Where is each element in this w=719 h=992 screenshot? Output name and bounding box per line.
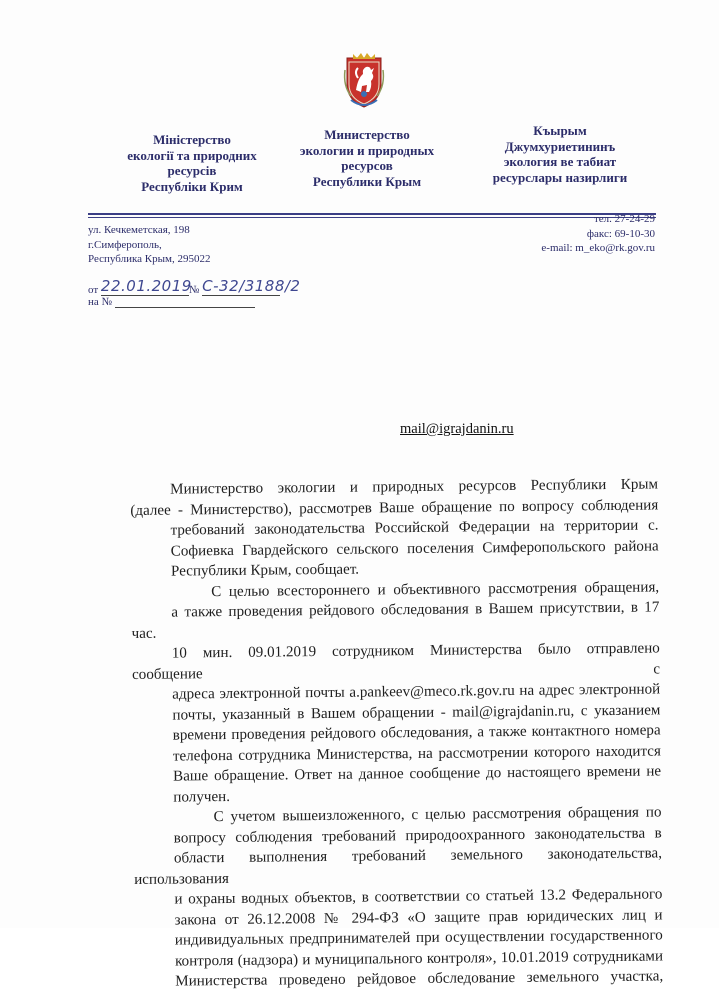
- ministry-ua-line: Республіки Крим: [141, 178, 243, 194]
- body-line: Ваше обращение. Ответ на данное сообщение до настоящего времени не: [173, 763, 662, 785]
- body-line: получен.: [173, 788, 231, 806]
- ministry-ua-line: екології та природних: [127, 147, 257, 163]
- outgoing-reference: [88, 277, 301, 296]
- body-line: (далее - Министерство), рассмотрев Ваше обращение по вопросу соблюдения: [130, 496, 659, 519]
- body-line: а также проведения рейдового обследования в Вашем присутствии, в 17 час.: [131, 599, 660, 642]
- body-line: Министерство экологии и природных ресурсов Республики Крым: [170, 476, 659, 498]
- body-line: Софиевка Гвардейского сельского поселения Симферопольского района: [170, 537, 659, 560]
- body-line: телефона сотрудника Министерства, на рассмотрении которого находится: [172, 742, 661, 765]
- ministry-ua-line: ресурсів: [167, 163, 217, 178]
- contact-email: e-mail: m_eko@rk.gov.ru: [541, 242, 655, 254]
- number-label: №: [188, 284, 200, 296]
- ministry-crh-line: ресурслары назирлиги: [492, 169, 628, 185]
- body-line: контроля (надзора) и муниципального контроля», 10.01.2019 сотрудниками: [174, 947, 664, 970]
- body-line: закона от 26.12.2008 № 294-ФЗ «О защите прав юридических лиц и: [174, 906, 663, 929]
- body-line: и охраны водных объектов, в соответствии со статьей 13.2 Федерального: [174, 886, 663, 908]
- body-line: почты, указанный в Вашем обращении - mail@igrajdanin.ru, с указанием: [172, 701, 661, 724]
- body-line: адреса электронной почты a.pankeev@meco.rk.gov.ru на адрес электронной: [172, 681, 661, 703]
- recipient-email: mail@igrajdanin.ru: [400, 421, 514, 437]
- to-number-label: на №: [88, 296, 113, 308]
- number-field: [202, 277, 301, 296]
- ministry-ua-line: Міністерство: [153, 132, 231, 147]
- phone-number: тел. 27-24-29: [593, 213, 655, 225]
- ministry-crh-line: Джумхуриетининъ: [504, 138, 616, 154]
- handwritten-number: С-32/3188/2: [202, 277, 301, 295]
- incoming-reference: [88, 295, 255, 308]
- body-line: индивидуальных предпринимателей при осуществлении государственного: [174, 927, 663, 949]
- body-line: времени проведения рейдового обследования, а также контактного номера: [172, 722, 661, 744]
- body-line: требований законодательства Российской Федерации на территории с.: [170, 517, 659, 539]
- ministry-ru-line: Республики Крым: [312, 173, 422, 189]
- paragraph-1: [130, 474, 659, 582]
- to-number-field: [115, 295, 255, 308]
- body-line: 10 мин. 09.01.2019 сотрудником Министерства было отправлено сообщение с: [131, 640, 661, 683]
- fax-number: факс: 69-10-30: [586, 227, 655, 240]
- ministry-name-crimean-tatar: [470, 123, 650, 185]
- body-line: С целью всестороннего и объективного рассмотрения обращения,: [211, 578, 660, 600]
- date-field: [100, 277, 192, 296]
- from-label: от: [88, 284, 99, 296]
- body-line: Республики Крым, сообщает.: [170, 561, 360, 580]
- address-line: Республика Крым, 295022: [88, 253, 211, 265]
- body-line: Министерства проведено рейдовое обследование земельного участка,: [175, 968, 664, 990]
- ministry-ru-line: ресурсов: [341, 158, 393, 173]
- ministry-ru-line: Министерство: [324, 127, 410, 142]
- address-line: ул. Кечкеметская, 198: [88, 224, 190, 236]
- ministry-ru-line: экологии и природных: [299, 142, 435, 158]
- paragraph-3: [133, 802, 663, 992]
- letter-body: [130, 474, 663, 992]
- ministry-name-ukrainian: [107, 132, 277, 194]
- crimea-coat-of-arms-icon: [341, 50, 387, 110]
- ministry-crh-line: Къырым: [533, 123, 587, 138]
- contact-info: [505, 212, 655, 256]
- body-line: С учетом вышеизложенного, с целью рассмотрения обращения по: [213, 804, 662, 826]
- ministry-name-russian: [282, 127, 452, 189]
- paragraph-2: [131, 577, 661, 808]
- ministry-crh-line: экология ве табиат: [503, 154, 617, 169]
- postal-address: [88, 223, 210, 267]
- handwritten-date: 22.01.2019: [100, 277, 192, 295]
- address-line: г.Симферополь,: [88, 238, 162, 251]
- body-line: вопросу соблюдения требований природоохранного законодательства в: [173, 824, 662, 847]
- body-line: области выполнения требований земельного законодательства, использования: [134, 845, 663, 888]
